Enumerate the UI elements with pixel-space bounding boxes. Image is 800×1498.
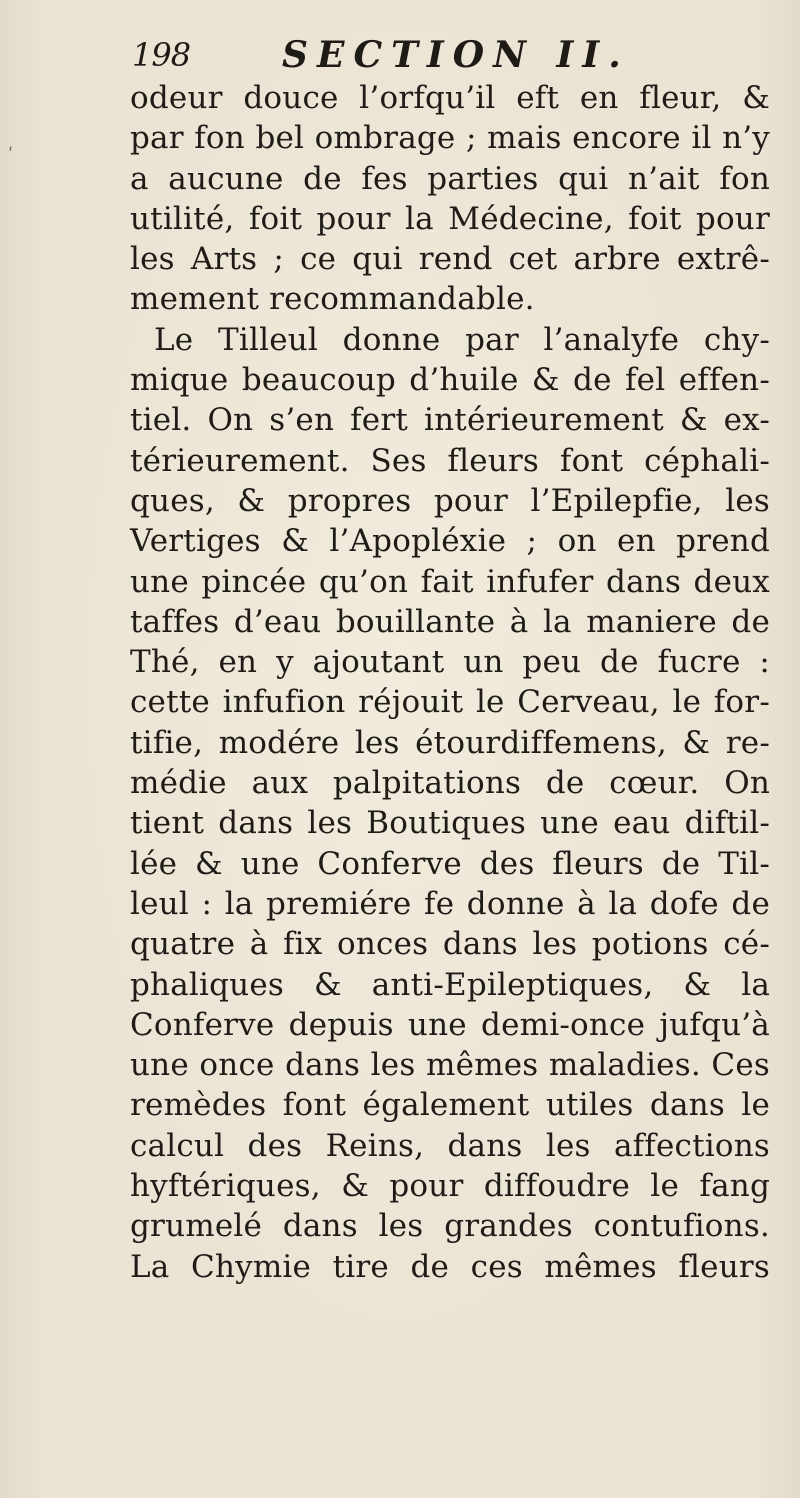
text-line: leul : la premiére fe donne à la dofe de [130,885,770,922]
text-line: mique beaucoup d’huile & de fel effen- [130,362,770,399]
text-line: utilité, foit pour la Médecine, foit pour [130,200,770,237]
text-line: tifie, modére les étourdiffemens, & re- [130,724,770,761]
text-line: Thé, en y ajoutant un peu de fucre : [130,644,770,681]
text-line: remèdes font également utiles dans le [130,1087,770,1124]
paragraph-start-line: Le Tilleul donne par l’analyfe chy- [154,321,770,358]
text-line: Vertiges & l’Apopléxie ; on en prend [130,523,770,560]
text-line: térieurement. Ses fleurs font céphali- [130,442,770,479]
text-line: par fon bel ombrage ; mais encore il n’y [130,120,770,157]
text-line: odeur douce l’orfqu’il eft en fleur, & [130,80,770,116]
text-line: les Arts ; ce qui rend cet arbre extrê- [130,241,770,278]
text-line: a aucune de fes parties qui n’ait fon [130,160,770,197]
text-line: mement recommandable. [130,281,535,318]
text-line: lée & une Conferve des fleurs de Til- [130,845,770,882]
text-line: tiel. On s’en fert intérieurement & ex- [130,402,770,439]
text-line: taffes d’eau bouillante à la maniere de [130,603,770,640]
text-line: une pincée qu’on fait infufer dans deux [130,563,770,600]
text-line: cette infufion réjouit le Cerveau, le for- [130,684,770,721]
page-number: 198 [132,36,191,74]
margin-pencil-mark: ʹ [8,145,14,166]
text-line: ques, & propres pour l’Epilepfie, les [130,482,770,519]
text-line: une once dans les mêmes maladies. Ces [130,1047,770,1084]
section-title: SECTION II. [282,34,630,76]
text-line: La Chymie tire de ces mêmes fleurs [130,1248,770,1285]
text-line: médie aux palpitations de cœur. On [130,765,770,802]
text-line: quatre à fix onces dans les potions cé- [130,926,770,963]
text-line: grumelé dans les grandes contufions. [130,1208,770,1245]
text-line: calcul des Reins, dans les affections [130,1127,770,1164]
text-line: hyftériques, & pour diffoudre le fang [130,1168,770,1205]
text-line: phaliques & anti-Epileptiques, & la [130,966,770,1003]
text-line: Conferve depuis une demi-once jufqu’à [130,1006,770,1043]
text-line: tient dans les Boutiques une eau diftil- [130,805,770,842]
body-text [130,78,770,1287]
